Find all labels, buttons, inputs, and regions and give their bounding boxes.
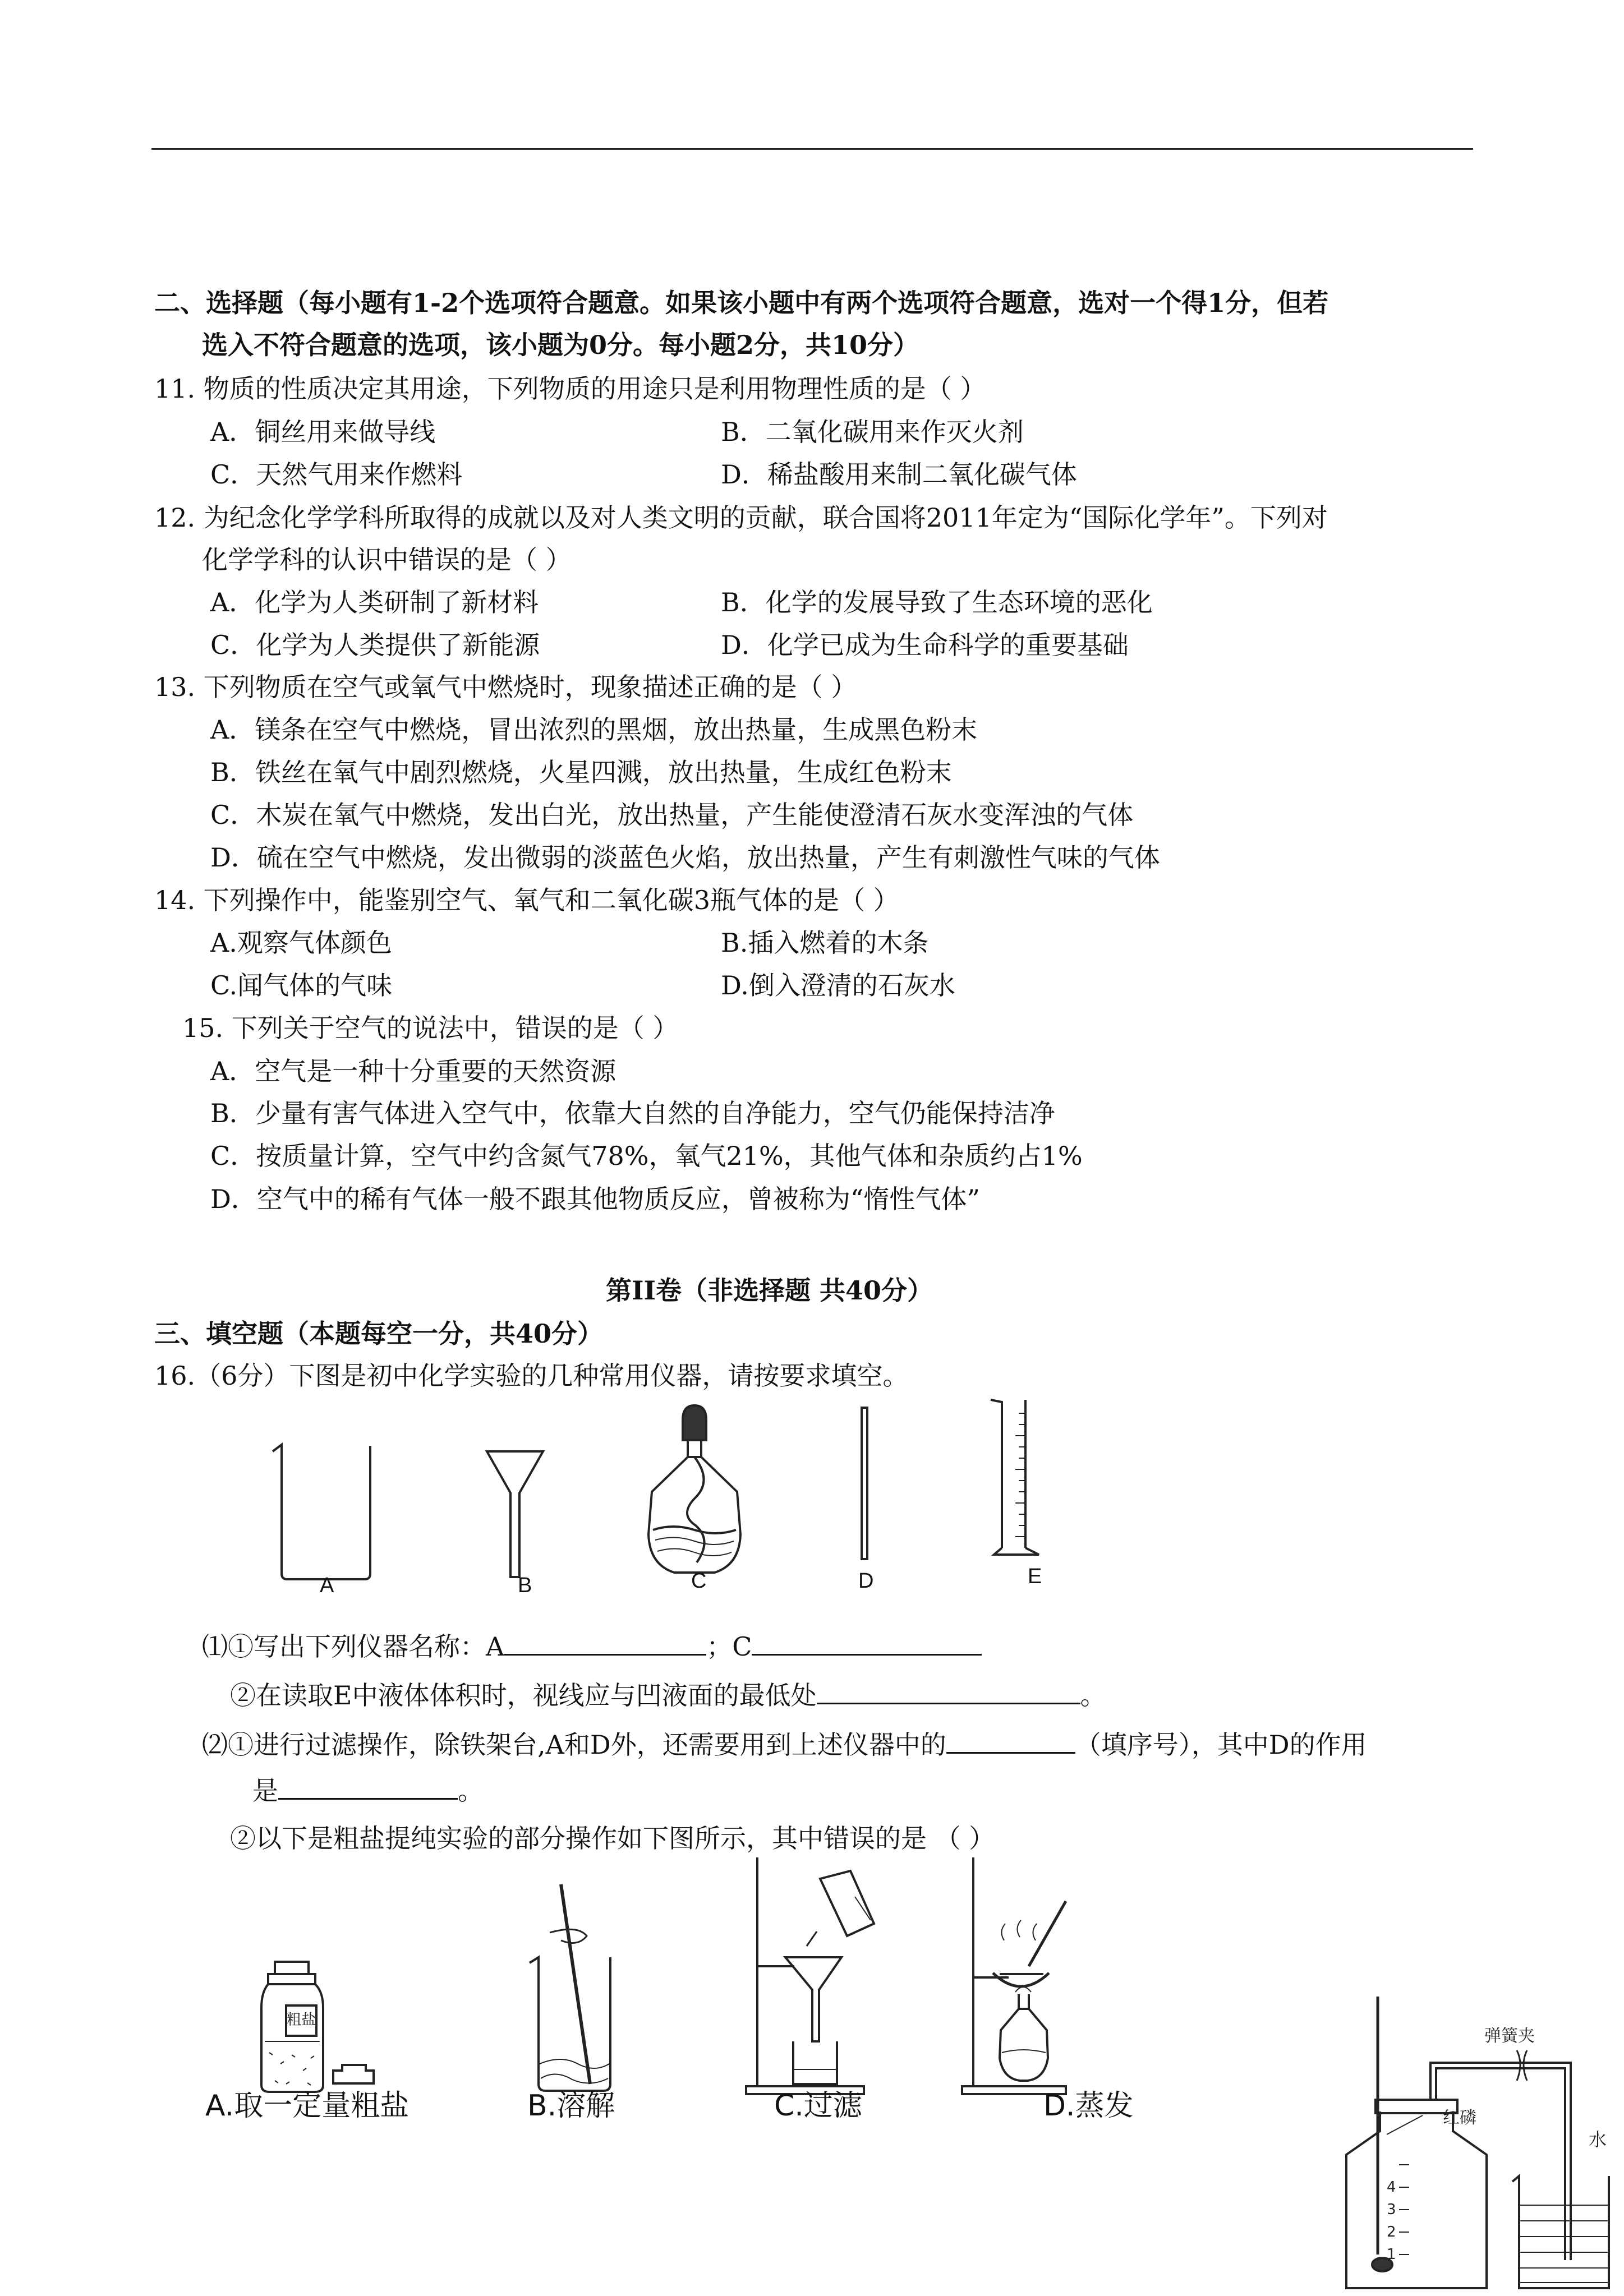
section2-heading-line1: 二、选择题（每小题有1-2个选项符合题意。如果该小题中有两个选项符合题意，选对一个得1分，但若 (154, 288, 1329, 318)
q12-stem: 12. 为纪念化学学科所取得的成就以及对人类文明的贡献，联合国将2011年定为“国际化学年”。下列对 (154, 502, 1328, 533)
operations-figure (191, 1862, 1212, 2109)
q12-option-a: A．化学为人类研制了新材料 (210, 587, 539, 617)
water-label: 水 (1589, 2129, 1607, 2150)
q16-sub1b (230, 1678, 1106, 1711)
q16-sub2b: ②以下是粗盐提纯实验的部分操作如下图所示，其中错误的是 （ ） (230, 1823, 995, 1854)
dissolving-beaker (530, 1884, 610, 2091)
q16-sub2a-prefix: ⑵①进行过滤操作，除铁架台,A和D外，还需要用到上述仪器中的 (202, 1730, 946, 1760)
filtration-setup (746, 1857, 874, 2094)
operation-caption-a: A.取一定量粗盐 (205, 2089, 410, 2123)
section2-heading-line2: 选入不符合题意的选项，该小题为0分。每小题2分，共10分） (202, 330, 919, 360)
q11-option-c: C．天然气用来作燃料 (210, 459, 463, 490)
q12-stem-line2: 化学学科的认识中错误的是（ ） (202, 545, 572, 575)
instrument-label-a: A (320, 1574, 334, 1597)
answer-blank-rod-role[interactable] (278, 1773, 458, 1800)
section3-heading: 三、填空题（本题每空一分，共40分） (154, 1318, 604, 1349)
part2-title: 第II卷（非选择题 共40分） (606, 1275, 933, 1306)
q16-stem: 16.（6分）下图是初中化学实验的几种常用仪器，请按要求填空。 (154, 1361, 909, 1391)
q13-option-c: C．木炭在氧气中燃烧，发出白光，放出热量，产生能使澄清石灰水变浑浊的气体 (210, 800, 1134, 830)
q16-sub2a2-end: 。 (458, 1776, 484, 1806)
q13-option-a: A．镁条在空气中燃烧，冒出浓烈的黑烟，放出热量，生成黑色粉末 (210, 714, 978, 745)
evaporation-setup (962, 1857, 1066, 2094)
salt-jar-label: 粗盐 (286, 2012, 316, 2028)
q14-option-a: A.观察气体颜色 (210, 928, 392, 958)
q11-option-b: B．二氧化碳用来作灭火剂 (721, 417, 1024, 447)
q13-option-d: D．硫在空气中燃烧，发出微弱的淡蓝色火焰，放出热量，产生有刺激性气味的气体 (210, 842, 1160, 873)
scale-3: 3 (1387, 2201, 1396, 2218)
beaker-a (273, 1445, 370, 1579)
answer-blank-a[interactable] (504, 1629, 706, 1656)
answer-blank-c[interactable] (752, 1629, 982, 1656)
answer-blank-filter-instruments[interactable] (946, 1727, 1075, 1754)
instrument-label-e: E (1028, 1565, 1042, 1588)
q15-option-b: B．少量有害气体进入空气中，依靠大自然的自净能力，空气仍能保持洁净 (210, 1098, 1055, 1128)
instrument-label-d: D (858, 1569, 874, 1593)
scale-1: 1 (1387, 2246, 1396, 2263)
instrument-label-b: B (518, 1574, 532, 1597)
q11-option-a: A．铜丝用来做导线 (210, 417, 436, 447)
q16-sub1a-prefix: ⑴①写出下列仪器名称：A (202, 1631, 505, 1662)
q15-option-a: A．空气是一种十分重要的天然资源 (210, 1056, 617, 1086)
q16-sub2a-line2 (252, 1773, 484, 1806)
q16-sub1b-end: 。 (1080, 1680, 1106, 1711)
q11-option-d: D．稀盐酸用来制二氧化碳气体 (721, 459, 1077, 490)
funnel-b (487, 1451, 543, 1577)
q12-option-d: D．化学已成为生命科学的重要基础 (721, 630, 1129, 660)
instrument-label-c: C (691, 1569, 707, 1593)
q16-sub2a-suffix: （填序号），其中D的作用 (1075, 1730, 1367, 1760)
clamp-label: 弹簧夹 (1484, 2026, 1535, 2046)
graduated-cylinder-e (991, 1400, 1039, 1555)
q14-option-c: C.闻气体的气味 (210, 970, 393, 1001)
q14-option-b: B.插入燃着的木条 (721, 928, 929, 958)
q11-stem: 11. 物质的性质决定其用途，下列物质的用途只是利用物理性质的是（ ） (154, 374, 986, 404)
q16-sub1b-prefix: ②在读取E中液体体积时，视线应与凹液面的最低处 (230, 1680, 817, 1711)
q13-option-b: B．铁丝在氧气中剧烈燃烧，火星四溅，放出热量，生成红色粉末 (210, 757, 952, 787)
q15-option-c: C．按质量计算，空气中约含氮气78%，氧气21%，其他气体和杂质约占1% (210, 1141, 1083, 1171)
q14-option-d: D.倒入澄清的石灰水 (721, 970, 955, 1001)
alcohol-lamp-c (648, 1405, 740, 1573)
q13-stem: 13. 下列物质在空气或氧气中燃烧时，现象描述正确的是（ ） (154, 672, 857, 702)
q14-stem: 14. 下列操作中，能鉴别空气、氧气和二氧化碳3瓶气体的是（ ） (154, 885, 899, 915)
instruments-figure (269, 1408, 1066, 1610)
scale-2: 2 (1387, 2224, 1396, 2240)
q15-option-d: D．空气中的稀有气体一般不跟其他物质反应，曾被称为“惰性气体” (210, 1184, 980, 1214)
q16-sub2a2-prefix: 是 (252, 1776, 278, 1806)
q16-sub2a (202, 1727, 1367, 1760)
phosphorus-apparatus (1324, 1997, 1616, 2294)
q12-option-c: C．化学为人类提供了新能源 (210, 630, 540, 660)
salt-jar (261, 1962, 374, 2092)
q15-stem: 15. 下列关于空气的说法中，错误的是（ ） (182, 1013, 679, 1043)
q12-option-b: B．化学的发展导致了生态环境的恶化 (721, 587, 1153, 617)
operation-caption-c: C.过滤 (774, 2089, 862, 2123)
scale-4: 4 (1387, 2179, 1396, 2196)
q16-sub1a-sep: ；C (706, 1631, 752, 1662)
q16-sub1a (202, 1629, 982, 1662)
phosphorus-label: 红磷 (1443, 2108, 1476, 2128)
glass-rod-d (862, 1408, 867, 1559)
operation-caption-d: D.蒸发 (1043, 2089, 1134, 2123)
answer-blank-meniscus[interactable] (817, 1678, 1080, 1704)
operation-caption-b: B.溶解 (527, 2089, 615, 2123)
header-rule (151, 148, 1473, 150)
